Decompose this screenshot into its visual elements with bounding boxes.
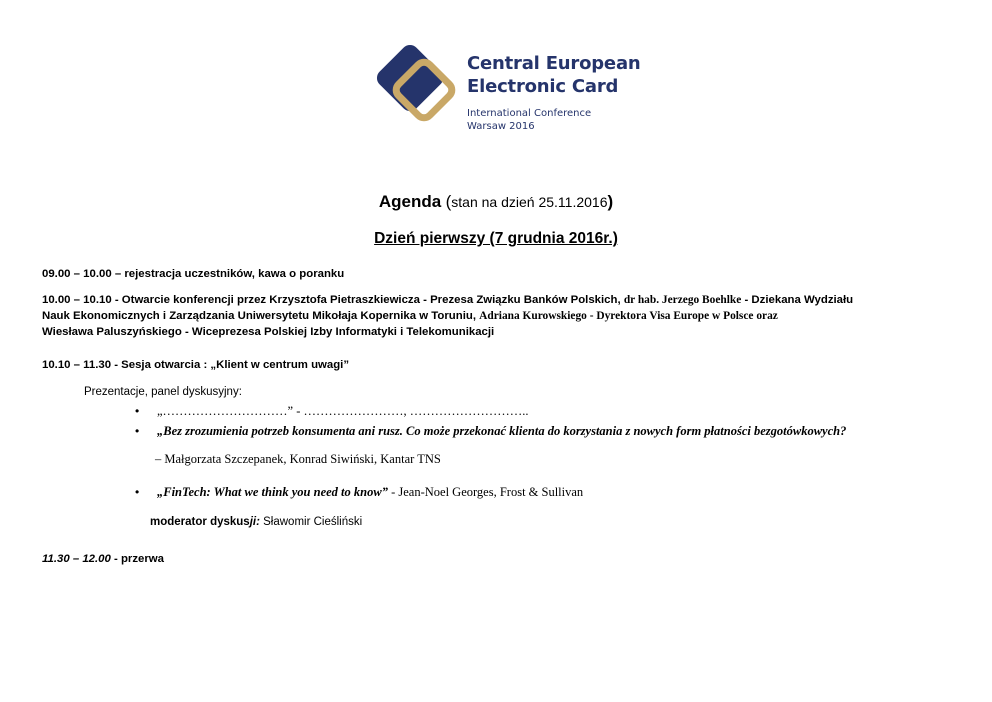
- agenda-title: Agenda: [378, 192, 442, 211]
- speakers-line: – Małgorzata Szczepanek, Konrad Siwiński, Kantar TNS: [155, 452, 441, 466]
- bullet-2-marker: •: [135, 424, 140, 438]
- break-time: 11.30 – 12.00: [42, 553, 111, 565]
- bullet-1-text: „…………………………” - ……………………, ………………………..: [157, 404, 529, 418]
- bullet-3-marker: •: [135, 485, 140, 499]
- agenda-status-date: stan na dzień 25.11.2016: [451, 194, 608, 210]
- day-heading: Dzień pierwszy (7 grudnia 2016r.): [374, 230, 618, 247]
- moderator-label-a: moderator dyskus: [150, 516, 250, 528]
- moderator-name: Sławomir Cieśliński: [259, 516, 363, 528]
- logo-title-line2: Electronic Card: [467, 76, 619, 97]
- opening-part1: 10.00 – 10.10 - Otwarcie konferencji przez Krzysztofa Pietraszkiewicza - Prezesa Związku Banków Polskich,: [42, 294, 624, 306]
- agenda-heading: [0, 192, 992, 212]
- opening-line1: [42, 292, 853, 308]
- bullet-2-text: „Bez zrozumienia potrzeb konsumenta ani rusz. Co może przekonać klienta do korzystania z nowych form płatności bezgotówkowych?: [157, 424, 847, 438]
- break-label: - przerwa: [110, 553, 164, 565]
- fintech-title: „FinTech: What we think you need to know”: [157, 485, 388, 499]
- registration-item: 09.00 – 10.00 – rejestracja uczestników, kawa o poranku: [42, 268, 345, 280]
- logo-subtitle-line1: International Conference: [467, 108, 592, 119]
- opening-line2a: Nauk Ekonomicznych i Zarządzania Uniwersytetu Mikołaja Kopernika w Toruniu,: [42, 310, 480, 322]
- opening-line3: Wiesława Paluszyńskiego - Wiceprezesa Polskiej Izby Informatyki i Telekomunikacji: [42, 326, 495, 338]
- session-item: 10.10 – 11.30 - Sesja otwarcia : „Klient w centrum uwagi”: [42, 359, 350, 371]
- paren-close: ): [607, 192, 614, 211]
- break-item: [42, 551, 164, 567]
- conference-logo: [360, 44, 660, 144]
- opening-line2: [42, 308, 853, 324]
- opening-line2b: Adriana Kurowskiego - Dyrektora Visa Europe w Polsce oraz: [479, 310, 778, 322]
- opening-part3: - Dziekana Wydziału: [741, 294, 854, 306]
- moderator-label-b: ji:: [249, 516, 260, 528]
- card-logo-icon: [360, 44, 460, 144]
- fintech-speaker: - Jean-Noel Georges, Frost & Sullivan: [387, 485, 584, 499]
- logo-title: [467, 52, 641, 98]
- opening-part2: dr hab. Jerzego Boehlke: [623, 294, 742, 306]
- logo-title-line1: Central European: [467, 53, 641, 74]
- logo-subtitle: [467, 107, 591, 133]
- logo-subtitle-line2: Warsaw 2016: [467, 121, 535, 132]
- opening-item: [42, 292, 853, 340]
- paren-open: (: [445, 192, 452, 211]
- presentations-label: Prezentacje, panel dyskusyjny:: [84, 386, 242, 398]
- bullet-1-marker: •: [135, 404, 140, 418]
- fintech-bullet-text: [157, 485, 583, 500]
- moderator-line: [150, 516, 362, 528]
